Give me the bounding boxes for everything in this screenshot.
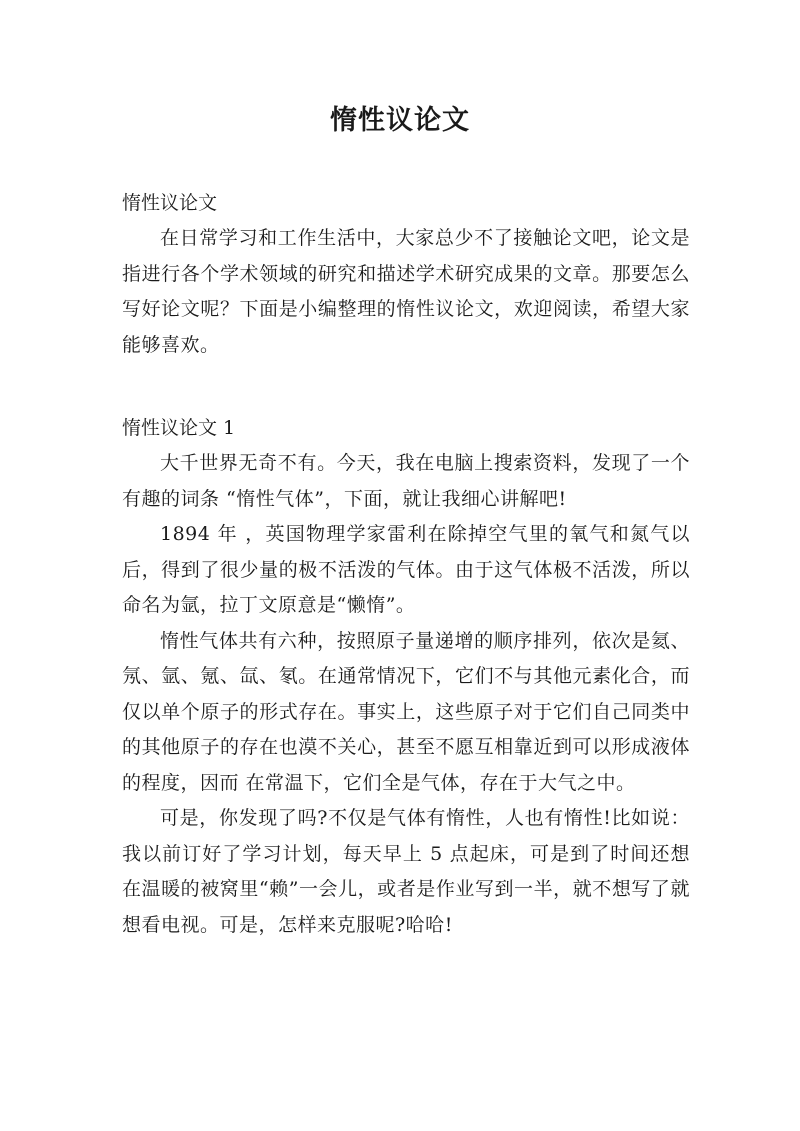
body-paragraph: 可是，你发现了吗?不仅是气体有惰性，人也有惰性!比如说：我以前订好了学习计划，每天早上 5 点起床，可是到了时间还想在温暖的被窝里“赖”一会儿，或者是作业写到一半，就不想写了就想看电视。可是，怎样来克服呢?哈哈! [122, 807, 690, 936]
document-title: 惰性议论文 [330, 105, 470, 136]
intro-paragraph: 在日常学习和工作生活中，大家总少不了接触论文吧，论文是指进行各个学术领域的研究和描述学术研究成果的文章。那要怎么写好论文呢？下面是小编整理的惰性议论文，欢迎阅读，希望大家能够喜欢。 [122, 227, 690, 356]
section-heading: 惰性议论文 1 [122, 417, 236, 439]
body-paragraph: 1894 年 ，英国物理学家雷利在除掉空气里的氧气和氮气以后，得到了很少量的极不活泼的气体。由于这气体极不活泼，所以命名为氩，拉丁文原意是“懒惰”。 [122, 523, 690, 616]
section-spacer [122, 363, 690, 411]
body-paragraph: 大千世界无奇不有。今天，我在电脑上搜索资料，发现了一个有趣的词条 “惰性气体”，下面，就让我细心讲解吧! [122, 452, 690, 510]
body-paragraph: 惰性气体共有六种，按照原子量递增的顺序排列，依次是氦、氖、氩、氪、氙、氡。在通常情况下，它们不与其他元素化合，而仅以单个原子的形式存在。事实上，这些原子对于它们自己同类中的其他原子的存在也漠不关心，甚至不愿互相靠近到可以形成液体的程度，因而 在常温下，它们全是气体，存在于大气之中。 [122, 629, 690, 794]
subtitle: 惰性议论文 [122, 192, 218, 214]
document-body [122, 186, 690, 943]
